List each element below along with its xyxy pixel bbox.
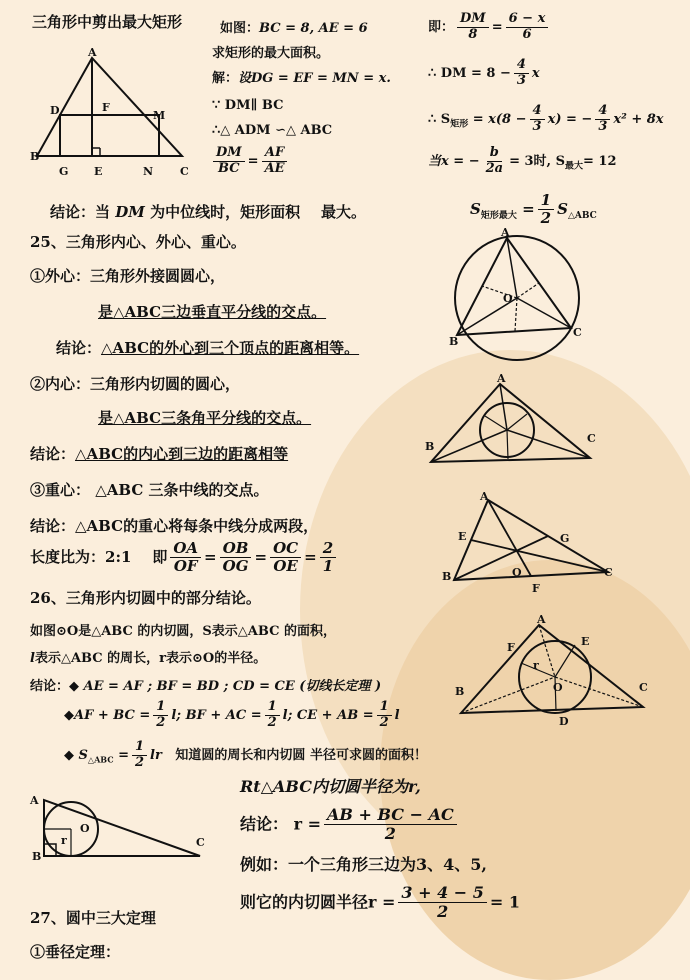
label-E: E [94,165,103,178]
section-27-title: 27、圆中三大定理 [30,909,156,927]
label-D: D [50,104,60,117]
dm-equation: ∴ DM = 8 − $\frac{4}{3}$ x [428,57,540,88]
label-C: C [587,432,596,445]
label-F: F [532,582,540,595]
label-r: r [533,659,539,672]
incenter-def: ②内心：三角形内切圆的圆心， [30,375,241,393]
section-26-title: 26、三角形内切圆中的部分结论。 [30,589,261,607]
rt-conclusion: 结论： r = $\frac{AB + BC - AC}{2}$ [240,806,460,844]
figure-incircle [425,372,605,470]
sec26-item2: ◆AF + BC = $\frac{1}{2}$ l; BF + AC = $\frac{1}{2}$ l; CE + AB = $\frac{1}{2}$ l [64,699,400,730]
figure-triangle-rectangle [30,48,190,178]
centroid-conclusion: 结论：△ABC的重心将每条中线分成两段， [30,517,319,535]
section-title-rect: 三角形中剪出最大矩形 [32,13,183,31]
label-E: E [581,635,590,648]
section-25-title: 25、三角形内心、外心、重心。 [30,233,246,251]
label-A: A [497,372,506,385]
label-A: A [480,490,489,503]
sec26-line1: 如图⊙O是△ABC 的内切圆，S表示△ABC 的面积， [30,624,336,639]
sec26-line2: l表示△ABC 的周长，r表示⊙O的半径。 [30,651,267,666]
label-A: A [30,794,39,807]
label-F: F [102,101,110,114]
label-A: A [501,226,510,239]
label-G: G [59,165,69,178]
label-B: B [455,685,465,698]
label-M: M [153,109,166,122]
rt-example: 例如：一个三角形三边为3、4、5, [240,855,487,874]
label-O: O [80,822,90,835]
label-C: C [196,836,205,849]
figure-right-triangle [30,794,210,864]
label-C: C [180,165,189,178]
circumcenter-def2: 是△ABC三边垂直平分线的交点。 [98,303,327,321]
max-equation: 当x = − $\frac{b}{2a}$ = 3时, $S_{最大}= 12$ [428,145,617,176]
parallel-text: ∵ DM∥ BC [212,98,284,113]
perpendicular-theorem: ①垂径定理： [30,943,121,961]
label-B: B [442,570,452,583]
figure-centroid [440,490,620,595]
centroid-def: ③重心： △ABC 三条中线的交点。 [30,481,269,499]
sec26-item1: 结论：◆ AE = AF ; BF = BD ; CD = CE (切线长定理 ) [30,679,382,694]
label-G: G [560,532,570,545]
rect-max-formula: $S_{矩形最大}$ = $\frac{1}{2}$ $S_{\triangle ABC}$ [470,191,597,228]
similar-text: ∴△ ADM ∽△ ABC [212,123,333,138]
ji-equation: 即： $\frac{DM}{8}$ = $\frac{6 - x}{6}$ [428,12,551,43]
given-text: 如图：BC = 8, AE = 6 [220,21,368,36]
solution-text: 解：设DG = EF = MN = x. [212,71,391,86]
label-F: F [507,641,515,654]
label-O: O [553,681,563,694]
label-B: B [449,335,459,348]
ratio-equation: $\frac{DM}{BC}$ = $\frac{AF}{AE}$ [210,146,291,177]
sec26-item3: ◆ $S_{\triangle ABC}$ = $\frac{1}{2}$ lr 知道圆的周长和内切圆 半径可求圆的面积！ [64,739,427,770]
label-D: D [559,715,569,728]
label-B: B [425,440,435,453]
figure-circumcircle [445,226,595,360]
label-C: C [604,566,613,579]
rt-example2: 则它的内切圆半径r = $\frac{3 + 4 - 5}{2}$ = 1 [240,883,521,922]
incenter-conclusion: 结论：△ABC的内心到三边的距离相等 [30,445,289,463]
label-C: C [573,326,582,339]
label-N: N [143,165,154,178]
circumcenter-conclusion: 结论：△ABC的外心到三个顶点的距离相等。 [56,339,360,357]
rt-title: Rt△ABC内切圆半径为r, [240,777,421,796]
label-r: r [61,834,67,847]
label-C: C [639,681,648,694]
figure-tangent-incircle [455,613,655,728]
label-B: B [30,150,40,163]
label-O: O [503,292,513,305]
circumcenter-def: ①外心：三角形外接圆圆心， [30,267,226,285]
label-O: O [512,566,522,579]
centroid-ratio: 长度比为：2:1 即 $\frac{OA}{OF}$ = $\frac{OB}{OG}$ = $\frac{OC}{OE}$ = $\frac{2}{1}$ [30,540,339,576]
label-B: B [32,850,42,863]
incenter-def2: 是△ABC三条角平分线的交点。 [98,409,312,427]
label-A: A [88,46,97,59]
rect-conclusion: 结论：当 DM 为中位线时，矩形面积 最大。 [50,203,367,221]
area-equation: ∴ $S_{矩形} = x(8$ − $\frac{4}{3}$ x) = − $\frac{4}{3}$ x² + 8x [428,103,664,134]
label-E: E [458,530,467,543]
label-A: A [537,613,546,626]
ask-text: 求矩形的最大面积。 [212,46,330,61]
